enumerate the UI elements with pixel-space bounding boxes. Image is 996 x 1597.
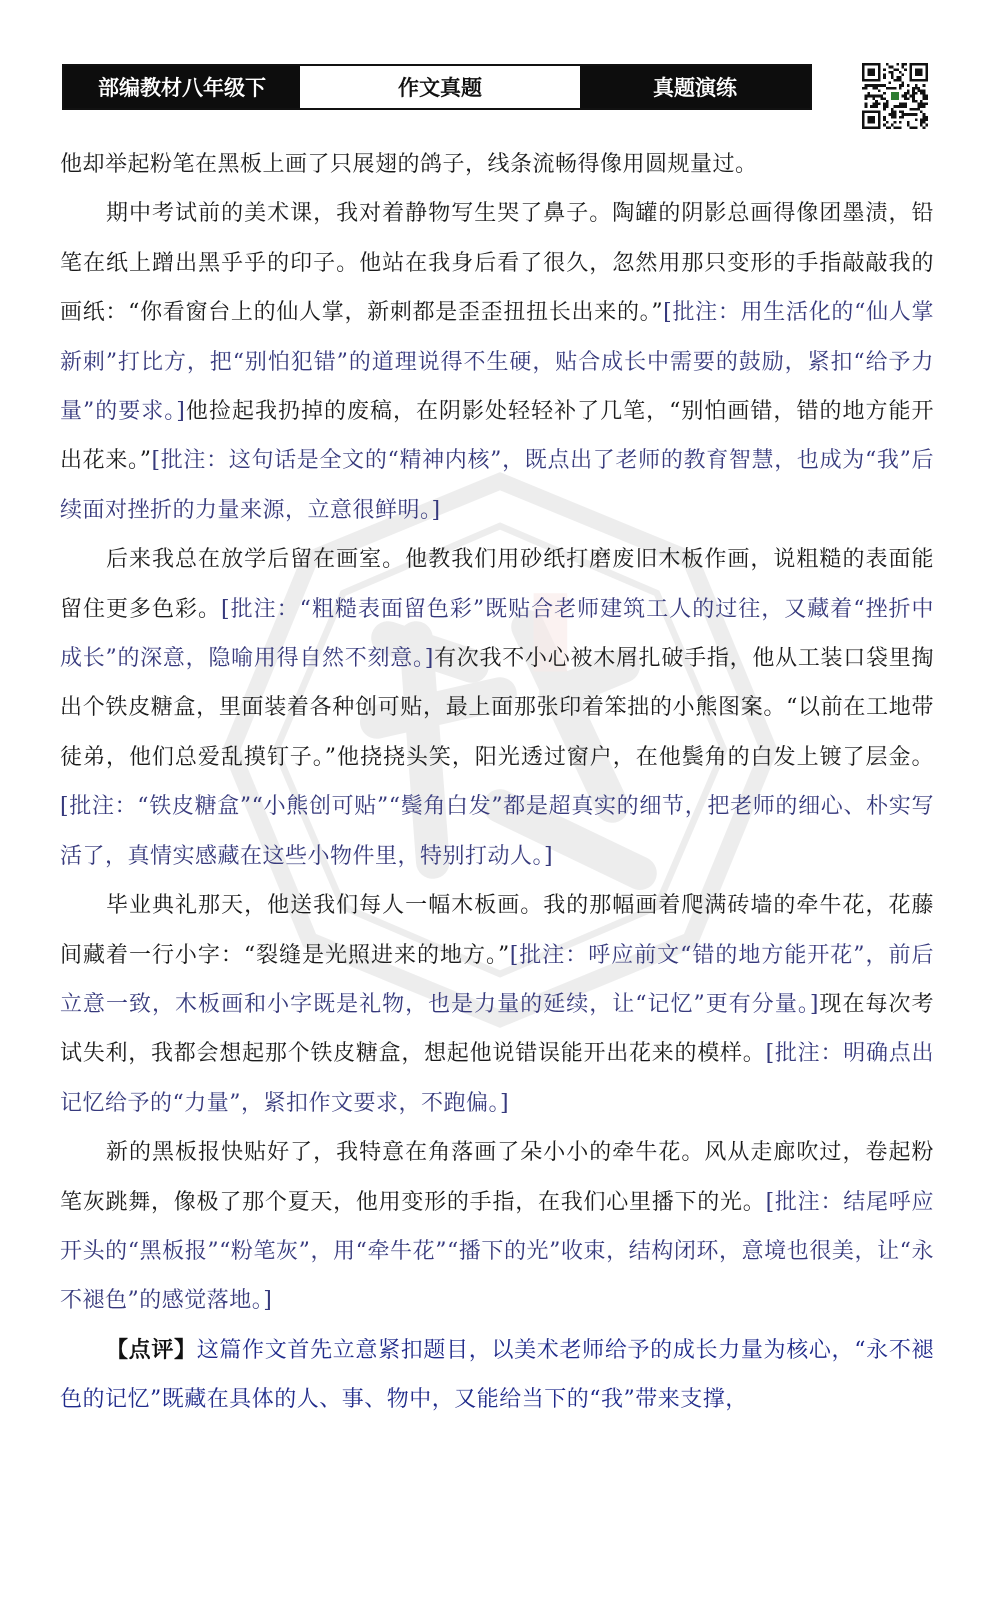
essay-paragraph [60, 881, 934, 1128]
annotation-text: [批注：用生活化的“仙人掌新刺”打比方，把“别怕犯错”的道理说得不生硬，贴合成长中需要的鼓励，紧扣“给予力量”的要求。] [60, 300, 934, 425]
review-text: 这篇作文首先立意紧扣题目，以美术老师给予的成长力量为核心，“永不褪色的记忆”既藏在具体的人、事、物中，又能给当下的“我”带来支撑， [60, 1337, 934, 1413]
essay-paragraph [60, 1326, 934, 1425]
essay-text: 现在每次考试失利，我都会想起那个铁皮糖盒，想起他说错误能开出花来的模样。 [60, 991, 934, 1067]
essay-text: 后来我总在放学后留在画室。他教我们用砂纸打磨废旧木板作画，说粗糙的表面能留住更多色彩。 [60, 547, 934, 622]
essay-paragraph [60, 189, 934, 535]
essay-text: 毕业典礼那天，他送我们每人一幅木板画。我的那幅画着爬满砖墙的牵牛花，花藤间藏着一行小字：“裂缝是光照进来的地方。” [60, 893, 934, 968]
essay-paragraph [60, 1128, 934, 1326]
annotation-text: [批注：呼应前文“错的地方能开花”，前后立意一致，木板画和小字既是礼物，也是力量的延续，让“记忆”更有分量。] [60, 942, 934, 1017]
review-label: 【点评】 [106, 1336, 197, 1363]
annotation-text: [批注：这句话是全文的“精神内核”，既点出了老师的教育智慧，也成为“我”后续面对挫折的力量来源，立意很鲜明。] [60, 448, 934, 523]
essay-text: 期中考试前的美术课，我对着静物写生哭了鼻子。陶罐的阴影总画得像团墨渍，铅笔在纸上蹭出黑乎乎的印子。他站在我身后看了很久，忽然用那只变形的手指敲敲我的画纸：“你看窗台上的仙人掌，新刺都是歪歪扭扭长出来的。” [60, 201, 934, 326]
essay-paragraph [60, 535, 934, 881]
essay-text: 他捡起我扔掉的废稿，在阴影处轻轻补了几笔，“别怕画错，错的地方能开出花来。” [60, 399, 934, 474]
annotation-text: [批注：明确点出记忆给予的“力量”，紧扣作文要求，不跑偏。] [60, 1041, 934, 1116]
annotation-text: [批注：结尾呼应开头的“黑板报”“粉笔灰”，用“牵牛花”“播下的光”收束，结构闭环，意境也很美，让“永不褪色”的感觉落地。] [60, 1189, 934, 1314]
annotation-text: [批注：“粗糙表面留色彩”既贴合老师建筑工人的过往，又藏着“挫折中成长”的深意，隐喻用得自然不刻意。] [60, 596, 934, 672]
essay-paragraph [60, 140, 934, 189]
header-textbook-label: 部编教材八年级下 [64, 66, 300, 108]
page-header [62, 64, 812, 110]
qr-code-icon[interactable] [862, 63, 928, 129]
essay-text: 新的黑板报快贴好了，我特意在角落画了朵小小的牵牛花。风从走廊吹过，卷起粉笔灰跳舞，像极了那个夏天，他用变形的手指，在我们心里播下的光。 [60, 1140, 934, 1215]
header-section-label: 作文真题 [300, 66, 580, 108]
header-practice-label: 真题演练 [580, 66, 810, 108]
essay-text: 他却举起粉笔在黑板上画了只展翅的鸽子，线条流畅得像用圆规量过。 [60, 152, 758, 177]
essay-body [60, 140, 934, 1425]
annotation-text: [批注：“铁皮糖盒”“小熊创可贴”“鬓角白发”都是超真实的细节，把老师的细心、朴实写活了，真情实感藏在这些小物件里，特别打动人。] [60, 794, 934, 869]
essay-text: 有次我不小心被木屑扎破手指，他从工装口袋里掏出个铁皮糖盒，里面装着各种创可贴，最上面那张印着笨拙的小熊图案。“以前在工地带徒弟，他们总爱乱摸钉子。”他挠挠头笑，阳光透过窗户，在他鬓角的白发上镀了层金。 [60, 646, 934, 770]
